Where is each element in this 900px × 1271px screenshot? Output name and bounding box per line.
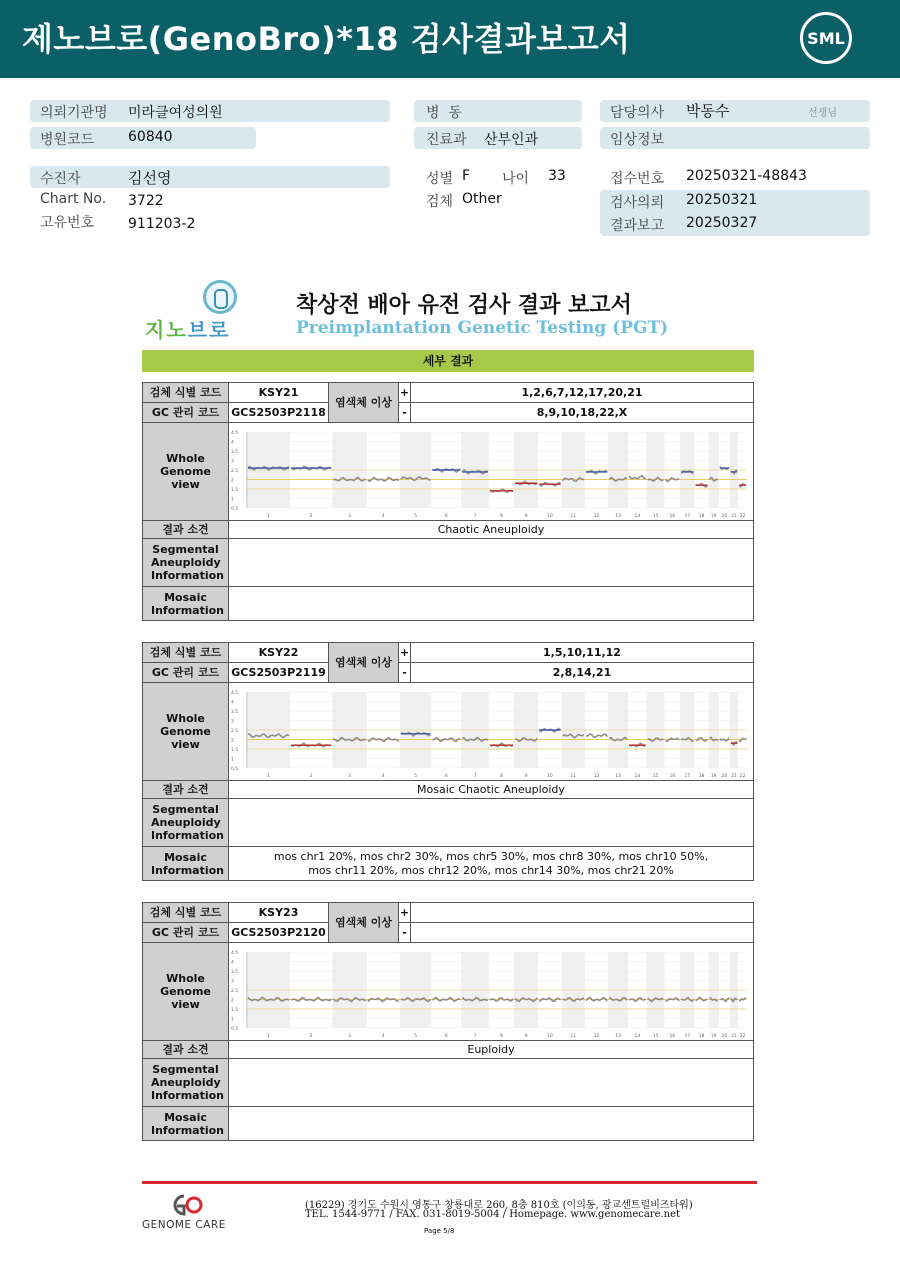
age-value: 33: [548, 168, 566, 184]
x-tick-label: 6: [444, 773, 448, 779]
x-tick-label: 9: [524, 773, 528, 779]
x-tick-label: 12: [593, 513, 600, 519]
x-tick-label: 17: [684, 773, 691, 779]
chrom-abnormal-label: 염색체 이상: [329, 643, 399, 683]
x-tick-label: 2: [309, 773, 313, 779]
x-tick-label: 4: [381, 1033, 385, 1039]
request-label: 검사의뢰: [610, 195, 665, 211]
whole-genome-cell: [229, 683, 754, 781]
x-tick-label: 22: [739, 773, 746, 779]
hospital-code-value: 60840: [128, 129, 173, 145]
loss-sign: -: [399, 663, 411, 683]
y-tick-label: 4: [230, 700, 234, 706]
x-tick-label: 3: [348, 513, 351, 519]
x-tick-label: 20: [721, 773, 728, 779]
whole-genome-chart: [229, 684, 753, 780]
x-tick-label: 9: [524, 513, 528, 519]
result-label: 결과 소견: [143, 1041, 229, 1059]
company-name: GENOME CARE: [142, 1219, 226, 1231]
mosaic-label: Mosaic Information: [143, 587, 229, 621]
x-tick-label: 16: [669, 773, 676, 779]
x-tick-label: 7: [473, 773, 477, 779]
x-tick-label: 4: [381, 773, 385, 779]
clinical-label: 임상정보: [610, 132, 665, 148]
x-tick-label: 8: [500, 513, 503, 519]
x-tick-label: 20: [721, 513, 728, 519]
y-tick-label: 3.5: [230, 449, 239, 455]
segmental-value: [229, 799, 754, 847]
y-tick-label: 4.5: [230, 690, 239, 696]
x-tick-label: 3: [348, 773, 351, 779]
x-tick-label: 14: [634, 1033, 641, 1039]
chart-label: Chart No.: [40, 191, 107, 207]
gain-sign: +: [399, 903, 411, 923]
genobro-logo: [143, 276, 263, 340]
genome-care-icon: [162, 1192, 206, 1218]
x-tick-label: 5: [414, 1033, 418, 1039]
result-value: Mosaic Chaotic Aneuploidy: [229, 781, 754, 799]
hospital-code-label: 병원코드: [40, 132, 95, 148]
patient-pill: [30, 166, 390, 188]
genobro-logo-text: 지노브로: [145, 318, 231, 342]
y-tick-label: 2: [230, 477, 234, 483]
x-tick-label: 13: [615, 773, 621, 779]
segmental-value: [229, 539, 754, 587]
copy-number-dots-chr14: [629, 997, 646, 1000]
y-tick-label: 1: [230, 1016, 234, 1022]
sample-table-1: [142, 382, 754, 621]
whole-genome-cell: [229, 943, 754, 1041]
gc-code-value: GCS2503P2120: [229, 923, 329, 943]
copy-number-dots-chr20: [720, 737, 729, 740]
gain-sign: +: [399, 383, 411, 403]
segmental-label: Segmental Aneuploidy Information: [143, 799, 229, 847]
y-tick-label: 0.5: [230, 766, 239, 772]
copy-number-dots-chr14: [629, 475, 646, 478]
doctor-label: 담당의사: [610, 105, 665, 121]
y-tick-label: 1.5: [230, 1007, 239, 1013]
x-tick-label: 11: [570, 773, 577, 779]
x-tick-label: 21: [731, 513, 737, 519]
doctor-value: 박동수: [686, 102, 730, 120]
loss-chromosomes: 2,8,14,21: [411, 663, 754, 683]
copy-number-dots-chr12: [586, 733, 607, 736]
x-tick-label: 12: [593, 773, 600, 779]
x-tick-label: 16: [669, 513, 676, 519]
x-tick-label: 13: [615, 1033, 621, 1039]
x-tick-label: 5: [414, 513, 418, 519]
y-tick-label: 0.5: [230, 1026, 239, 1032]
header-banner: [0, 0, 900, 78]
y-tick-label: 1: [230, 756, 234, 762]
page-title: 제노브로(GenoBro)*18 검사결과보고서: [22, 20, 631, 58]
x-tick-label: 15: [652, 773, 659, 779]
x-tick-label: 1: [267, 773, 270, 779]
x-tick-label: 10: [546, 1033, 553, 1039]
x-tick-label: 2: [309, 1033, 313, 1039]
x-tick-label: 1: [267, 513, 270, 519]
sex-value: F: [462, 168, 471, 184]
x-tick-label: 19: [710, 513, 717, 519]
x-tick-label: 6: [444, 513, 448, 519]
patient-label: 수진자: [40, 171, 81, 187]
whole-genome-label: Whole Genome view: [143, 943, 229, 1041]
y-tick-label: 2.5: [230, 988, 239, 994]
loss-chromosomes: 8,9,10,18,22,X: [411, 403, 754, 423]
specimen-value: Other: [462, 191, 502, 207]
x-tick-label: 18: [698, 773, 705, 779]
x-tick-label: 18: [698, 1033, 705, 1039]
footer-address: (16229) 경기도 수원시 영통구 창룡대로 260, 8층 810호 (이의동, 광교센트럴비즈타워): [305, 1200, 693, 1211]
x-tick-label: 9: [524, 1033, 528, 1039]
gain-chromosomes: 1,2,6,7,12,17,20,21: [411, 383, 754, 403]
y-tick-label: 3.5: [230, 969, 239, 975]
mosaic-label: Mosaic Information: [143, 1107, 229, 1141]
x-tick-label: 14: [634, 773, 641, 779]
x-tick-label: 15: [652, 513, 659, 519]
request-value: 20250321: [686, 192, 758, 208]
result-value: Chaotic Aneuploidy: [229, 521, 754, 539]
y-tick-label: 3.5: [230, 709, 239, 715]
y-tick-label: 4.5: [230, 430, 239, 436]
specimen-label: 검체: [426, 194, 454, 210]
chart-value: 3722: [128, 193, 164, 209]
y-tick-label: 2: [230, 737, 234, 743]
x-tick-label: 2: [309, 513, 313, 519]
institution-label: 의뢰기관명: [40, 105, 108, 121]
sample-code-value: KSY22: [229, 643, 329, 663]
department-label: 진료과: [426, 132, 467, 148]
x-tick-label: 21: [731, 1033, 737, 1039]
y-tick-label: 2: [230, 997, 234, 1003]
x-tick-label: 19: [710, 1033, 717, 1039]
x-tick-label: 12: [593, 1033, 600, 1039]
sample-code-value: KSY23: [229, 903, 329, 923]
x-tick-label: 22: [739, 1033, 746, 1039]
institution-value: 미라클여성의원: [128, 105, 223, 121]
result-label: 결과 소견: [143, 781, 229, 799]
mosaic-value: [229, 1107, 754, 1141]
gc-code-value: GCS2503P2118: [229, 403, 329, 423]
doctor-suffix: 선생님: [808, 108, 837, 119]
x-tick-label: 15: [652, 1033, 659, 1039]
y-tick-label: 4: [230, 440, 234, 446]
x-tick-label: 17: [684, 1033, 691, 1039]
y-tick-label: 0.5: [230, 506, 239, 512]
y-tick-label: 1.5: [230, 487, 239, 493]
x-tick-label: 3: [348, 1033, 351, 1039]
receipt-label: 접수번호: [610, 171, 665, 187]
x-tick-label: 10: [546, 773, 553, 779]
id-label: 고유번호: [40, 215, 95, 231]
whole-genome-label: Whole Genome view: [143, 683, 229, 781]
whole-genome-label: Whole Genome view: [143, 423, 229, 521]
x-tick-label: 22: [739, 513, 746, 519]
patient-name: 김선영: [128, 169, 172, 187]
segmental-value: [229, 1059, 754, 1107]
whole-genome-chart: [229, 424, 753, 520]
sample-table-2: [142, 642, 754, 881]
gc-code-label: GC 관리 코드: [143, 923, 229, 943]
x-tick-label: 11: [570, 513, 577, 519]
x-tick-label: 7: [473, 513, 477, 519]
y-tick-label: 1.5: [230, 747, 239, 753]
whole-genome-cell: [229, 423, 754, 521]
x-tick-label: 10: [546, 513, 553, 519]
x-tick-label: 8: [500, 1033, 503, 1039]
sample-code-value: KSY21: [229, 383, 329, 403]
mosaic-value: [229, 587, 754, 621]
gc-code-value: GCS2503P2119: [229, 663, 329, 683]
x-tick-label: 14: [634, 513, 641, 519]
x-tick-label: 5: [414, 773, 418, 779]
x-tick-label: 1: [267, 1033, 270, 1039]
x-tick-label: 17: [684, 513, 691, 519]
id-value: 911203-2: [128, 216, 196, 232]
mosaic-label: Mosaic Information: [143, 847, 229, 881]
result-label: 결과 소견: [143, 521, 229, 539]
gc-code-label: GC 관리 코드: [143, 663, 229, 683]
segmental-label: Segmental Aneuploidy Information: [143, 1059, 229, 1107]
x-tick-label: 21: [731, 773, 737, 779]
section-title: 세부 결과: [142, 350, 754, 372]
y-tick-label: 4: [230, 960, 234, 966]
copy-number-dots-chr20: [720, 997, 729, 1001]
loss-chromosomes: [411, 923, 754, 943]
report-label: 결과보고: [610, 218, 665, 234]
sample-table-3: [142, 902, 754, 1141]
receipt-value: 20250321-48843: [686, 168, 807, 184]
x-tick-label: 7: [473, 1033, 477, 1039]
age-label: 나이: [502, 171, 530, 187]
y-tick-label: 3: [230, 979, 234, 985]
sex-label: 성별: [426, 171, 454, 187]
x-tick-label: 18: [698, 513, 705, 519]
department-value: 산부인과: [484, 132, 539, 148]
loss-sign: -: [399, 403, 411, 423]
whole-genome-chart: [229, 944, 753, 1040]
result-value: Euploidy: [229, 1041, 754, 1059]
x-tick-label: 19: [710, 773, 717, 779]
footer-contact: TEL. 1544-9771 / FAX. 031-8019-5004 / Homepage. www.genomecare.net: [305, 1209, 681, 1220]
report-value: 20250327: [686, 215, 758, 231]
dna-icon: [203, 280, 237, 314]
sample-code-label: 검체 식별 코드: [143, 903, 229, 923]
gc-code-label: GC 관리 코드: [143, 403, 229, 423]
y-tick-label: 1: [230, 496, 234, 502]
y-tick-label: 4.5: [230, 950, 239, 956]
gain-chromosomes: 1,5,10,11,12: [411, 643, 754, 663]
x-tick-label: 16: [669, 1033, 676, 1039]
x-tick-label: 8: [500, 773, 503, 779]
y-tick-label: 2.5: [230, 728, 239, 734]
page-number: Page 5/8: [424, 1227, 455, 1235]
gain-sign: +: [399, 643, 411, 663]
y-tick-label: 2.5: [230, 468, 239, 474]
report-title-korean: 착상전 배아 유전 검사 결과 보고서: [296, 293, 632, 318]
x-tick-label: 20: [721, 1033, 728, 1039]
copy-number-dots-chr4: [368, 477, 399, 481]
x-tick-label: 4: [381, 513, 385, 519]
chrom-abnormal-label: 염색체 이상: [329, 903, 399, 943]
chrom-abnormal-label: 염색체 이상: [329, 383, 399, 423]
y-tick-label: 3: [230, 459, 234, 465]
sml-logo: SML: [800, 12, 852, 64]
mosaic-value: mos chr1 20%, mos chr2 30%, mos chr5 30%, mos chr8 30%, mos chr10 50%, mos chr11 20%, mos chr12 20%, mos chr14 30%, mos chr21 20%: [229, 847, 754, 881]
footer-divider: [142, 1181, 757, 1184]
copy-number-dots-chr18: [696, 997, 708, 1000]
x-tick-label: 13: [615, 513, 621, 519]
segmental-label: Segmental Aneuploidy Information: [143, 539, 229, 587]
gain-chromosomes: [411, 903, 754, 923]
report-title-english: Preimplantation Genetic Testing (PGT): [296, 318, 669, 338]
y-tick-label: 3: [230, 719, 234, 725]
x-tick-label: 11: [570, 1033, 577, 1039]
sample-code-label: 검체 식별 코드: [143, 383, 229, 403]
ward-label: 병 동: [426, 105, 462, 121]
loss-sign: -: [399, 923, 411, 943]
x-tick-label: 6: [444, 1033, 448, 1039]
sample-code-label: 검체 식별 코드: [143, 643, 229, 663]
